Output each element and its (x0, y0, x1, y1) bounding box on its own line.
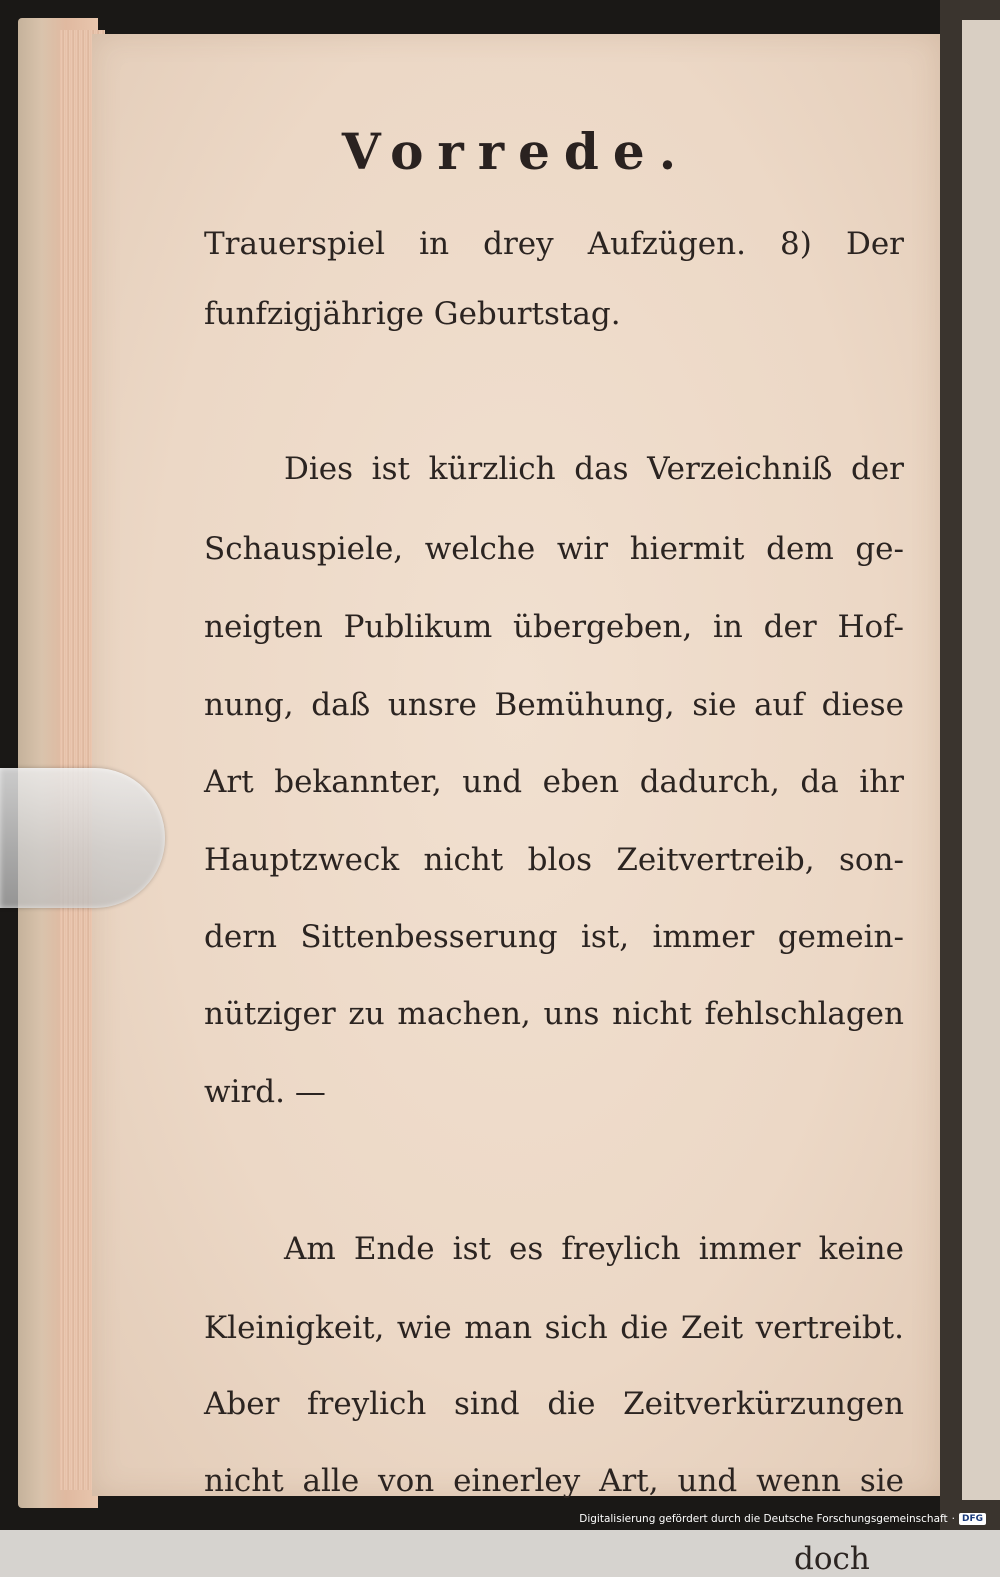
footer-credit-text: Digitalisierung gefördert durch die Deutsche Forschungsgemeinschaft (579, 1513, 948, 1525)
text-line-13: Kleinigkeit, wie man sich die Zeit vertreibt. (204, 1310, 904, 1346)
text-line-9: dern Sittenbesserung ist, immer gemein- (204, 919, 904, 955)
text-line-5: neigten Publikum übergeben, in der Hof- (204, 609, 904, 645)
text-line-15: nicht alle von einerley Art, und wenn sie (204, 1463, 904, 1499)
text-line-14: Aber freylich sind die Zeitverkürzungen (204, 1386, 904, 1422)
facing-page-strip (962, 20, 1000, 1500)
footer-credit (579, 1508, 986, 1530)
text-line-1: Trauerspiel in drey Aufzügen. 8) Der (204, 226, 904, 262)
page-heading: Vorrede. (341, 122, 691, 181)
text-line-10: nütziger zu machen, uns nicht fehlschlagen (204, 996, 904, 1032)
text-line-4: Schauspiele, welche wir hiermit dem ge- (204, 531, 904, 567)
footer-separator: · (951, 1513, 955, 1525)
text-line-6: nung, daß unsre Bemühung, sie auf diese (204, 687, 904, 723)
text-line-8: Hauptzweck nicht blos Zeitvertreib, son- (204, 842, 904, 878)
dfg-logo: DFG (959, 1513, 986, 1525)
text-line-3: Dies ist kürzlich das Verzeichniß der (284, 451, 904, 487)
text-line-2: funfzigjährige Geburtstag. (204, 296, 621, 332)
text-line-11: wird. — (204, 1074, 326, 1110)
text-line-7: Art bekannter, und eben dadurch, da ihr (204, 764, 904, 800)
page-marker-tab (0, 768, 165, 908)
catchword: doch (794, 1541, 870, 1577)
text-line-12: Am Ende ist es freylich immer keine (284, 1231, 904, 1267)
